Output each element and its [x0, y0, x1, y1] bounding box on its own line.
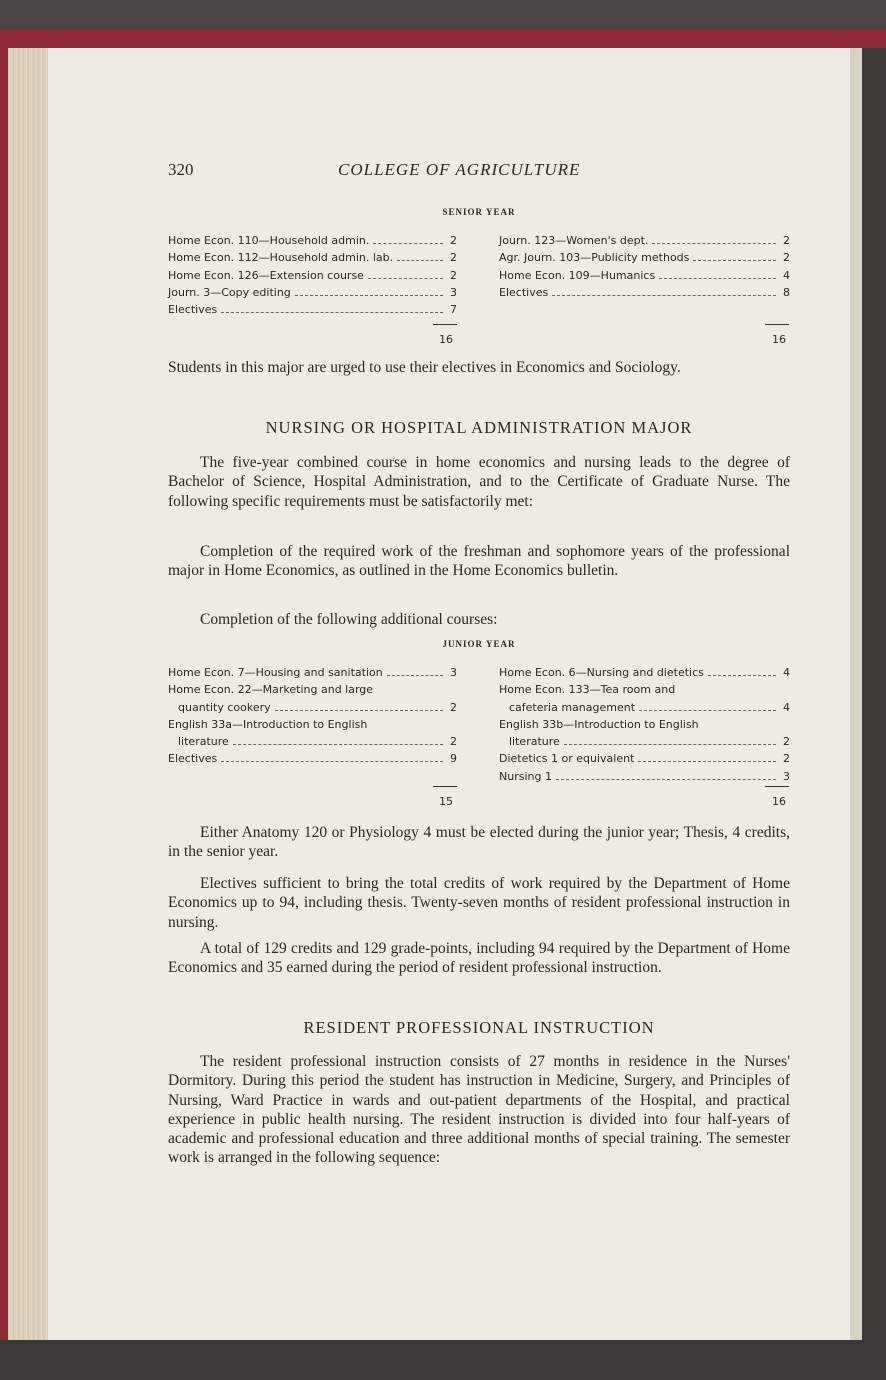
course-name: Home Econ. 133—Tea room and — [499, 683, 676, 697]
course-row — [499, 232, 790, 249]
senior-year-left-courses — [168, 232, 457, 318]
dot-leader — [638, 750, 776, 762]
dot-leader — [368, 267, 443, 279]
course-row — [499, 249, 790, 266]
course-name: literature — [178, 735, 229, 749]
course-row — [168, 750, 457, 767]
dot-leader — [652, 232, 776, 244]
dot-leader — [397, 249, 443, 261]
course-credits: 2 — [783, 234, 790, 247]
course-credits: 2 — [450, 251, 457, 265]
course-row — [499, 768, 790, 785]
dot-leader — [275, 699, 443, 711]
course-row — [499, 699, 790, 716]
paragraph-electives-sufficient: Electives sufficient to bring the total credits of work required by the Department of Home Economics up to 94, including thesis. Twenty-seven months of resident professional instruction in nursing. — [168, 875, 790, 931]
course-credits: 4 — [783, 700, 790, 714]
dot-leader — [639, 699, 776, 711]
course-name: Home Econ. 112—Household admin. lab. — [168, 251, 394, 265]
senior-left-total-rule — [433, 324, 457, 325]
course-name: English 33b—Introduction to English — [499, 717, 699, 731]
junior-year-left-courses — [168, 664, 457, 768]
course-name: Nursing 1 — [499, 769, 552, 783]
dot-leader — [373, 232, 443, 244]
course-row — [499, 716, 790, 733]
junior-left-total-rule — [433, 786, 457, 787]
course-row — [499, 750, 790, 767]
course-name: Electives — [168, 752, 218, 766]
dot-leader — [564, 733, 776, 745]
book-cover-left-edge — [0, 48, 8, 1340]
course-row — [499, 664, 790, 681]
dot-leader — [693, 249, 776, 261]
course-name: quantity cookery — [178, 700, 271, 714]
course-row — [168, 232, 457, 249]
course-credits: 2 — [450, 735, 457, 749]
course-credits: 4 — [783, 666, 790, 679]
dot-leader — [708, 664, 776, 676]
dot-leader — [221, 301, 443, 313]
course-row — [499, 267, 790, 284]
course-row — [168, 681, 457, 698]
book-cover-red-edge — [0, 30, 886, 48]
course-name: Home Econ. 109—Humanics — [499, 268, 656, 282]
dot-leader — [387, 664, 443, 676]
next-page-edge — [848, 48, 862, 1340]
course-credits: 2 — [450, 234, 457, 247]
course-name: Home Econ. 7—Housing and sanitation — [168, 666, 383, 679]
senior-left-total: 16 — [439, 333, 453, 346]
course-credits: 2 — [450, 700, 457, 714]
course-row — [168, 733, 457, 750]
course-row — [168, 716, 457, 733]
senior-year-label: SENIOR YEAR — [442, 207, 516, 217]
dot-leader — [295, 284, 443, 296]
course-row — [168, 664, 457, 681]
course-row — [168, 249, 457, 266]
course-credits: 3 — [450, 285, 457, 299]
course-row — [168, 267, 457, 284]
course-name: Electives — [499, 285, 549, 299]
course-name: cafeteria management — [509, 700, 636, 714]
course-name: literature — [509, 735, 560, 749]
junior-left-total: 15 — [439, 795, 453, 808]
page-number: 320 — [168, 160, 194, 179]
course-name: English 33a—Introduction to English — [168, 717, 368, 731]
dot-leader — [221, 750, 443, 762]
paragraph-completion-additional: Completion of the following additional courses: — [200, 611, 498, 628]
heading-resident-instruction: RESIDENT PROFESSIONAL INSTRUCTION — [303, 1018, 655, 1037]
senior-right-total: 16 — [772, 333, 786, 346]
course-credits: 2 — [783, 251, 790, 265]
course-row — [168, 699, 457, 716]
paragraph-total-credits: A total of 129 credits and 129 grade-points, including 94 required by the Department of Home Economics and 35 earned during the period of resident professional instruction. — [168, 940, 790, 977]
dot-leader — [659, 267, 776, 279]
paragraph-resident-instruction: The resident professional instruction consists of 27 months in residence in the Nurses' Dormitory. During this period the student has instruction in Medicine, Surgery, and Principles of Nursing, Ward Practice in wards and out-patient departments of the Hospital, and practical experience in public health nursing. The resident instruction is divided into four half-years of academic and professional education and three additional months of special training. The semester work is arranged in the following sequence: — [168, 1053, 790, 1167]
senior-year-right-courses — [499, 232, 790, 301]
course-credits: 4 — [783, 268, 790, 282]
course-name: Electives — [168, 303, 218, 317]
course-row — [499, 733, 790, 750]
junior-year-label: JUNIOR YEAR — [442, 639, 516, 649]
course-credits: 2 — [783, 735, 790, 749]
dot-leader — [233, 733, 443, 745]
course-row — [499, 681, 790, 698]
paragraph-students-urged: Students in this major are urged to use their electives in Economics and Sociology. — [168, 359, 681, 376]
junior-right-total: 16 — [772, 795, 786, 808]
running-title: COLLEGE OF AGRICULTURE — [338, 160, 581, 179]
senior-right-total-rule — [765, 324, 789, 325]
course-name: Dietetics 1 or equivalent — [499, 752, 635, 766]
paragraph-anatomy-thesis: Either Anatomy 120 or Physiology 4 must be elected during the junior year; Thesis, 4 credits, in the senior year. — [168, 824, 790, 861]
course-name: Home Econ. 126—Extension course — [168, 268, 364, 282]
course-credits: 8 — [783, 285, 790, 299]
course-name: Agr. Journ. 103—Publicity methods — [499, 251, 690, 265]
dot-leader — [552, 284, 776, 296]
junior-right-total-rule — [765, 786, 789, 787]
course-row — [168, 284, 457, 301]
course-credits: 2 — [450, 268, 457, 282]
course-name: Home Econ. 110—Household admin. — [168, 234, 370, 247]
course-credits: 2 — [783, 752, 790, 766]
course-credits: 7 — [450, 303, 457, 317]
course-row — [168, 301, 457, 318]
course-name: Home Econ. 6—Nursing and dietetics — [499, 666, 704, 679]
course-row — [499, 284, 790, 301]
course-name: Journ. 3—Copy editing — [168, 285, 291, 299]
paragraph-five-year-course: The five-year combined course in home economics and nursing leads to the degree of Bachelor of Science, Hospital Administration, and to the Certificate of Graduate Nurse. The following specific requirements must be satisfactorily met: — [168, 454, 790, 510]
junior-year-right-courses — [499, 664, 790, 785]
course-name: Journ. 123—Women's dept. — [499, 234, 649, 247]
course-credits: 9 — [450, 752, 457, 766]
book-page — [48, 48, 850, 1340]
dot-leader — [556, 768, 776, 780]
running-header — [168, 160, 790, 184]
paragraph-completion-required: Completion of the required work of the freshman and sophomore years of the professional major in Home Economics, as outlined in the Home Economics bulletin. — [168, 543, 790, 580]
course-name: Home Econ. 22—Marketing and large — [168, 683, 374, 697]
course-credits: 3 — [783, 769, 790, 783]
heading-nursing-major: NURSING OR HOSPITAL ADMINISTRATION MAJOR — [265, 418, 693, 437]
course-credits: 3 — [450, 666, 457, 679]
